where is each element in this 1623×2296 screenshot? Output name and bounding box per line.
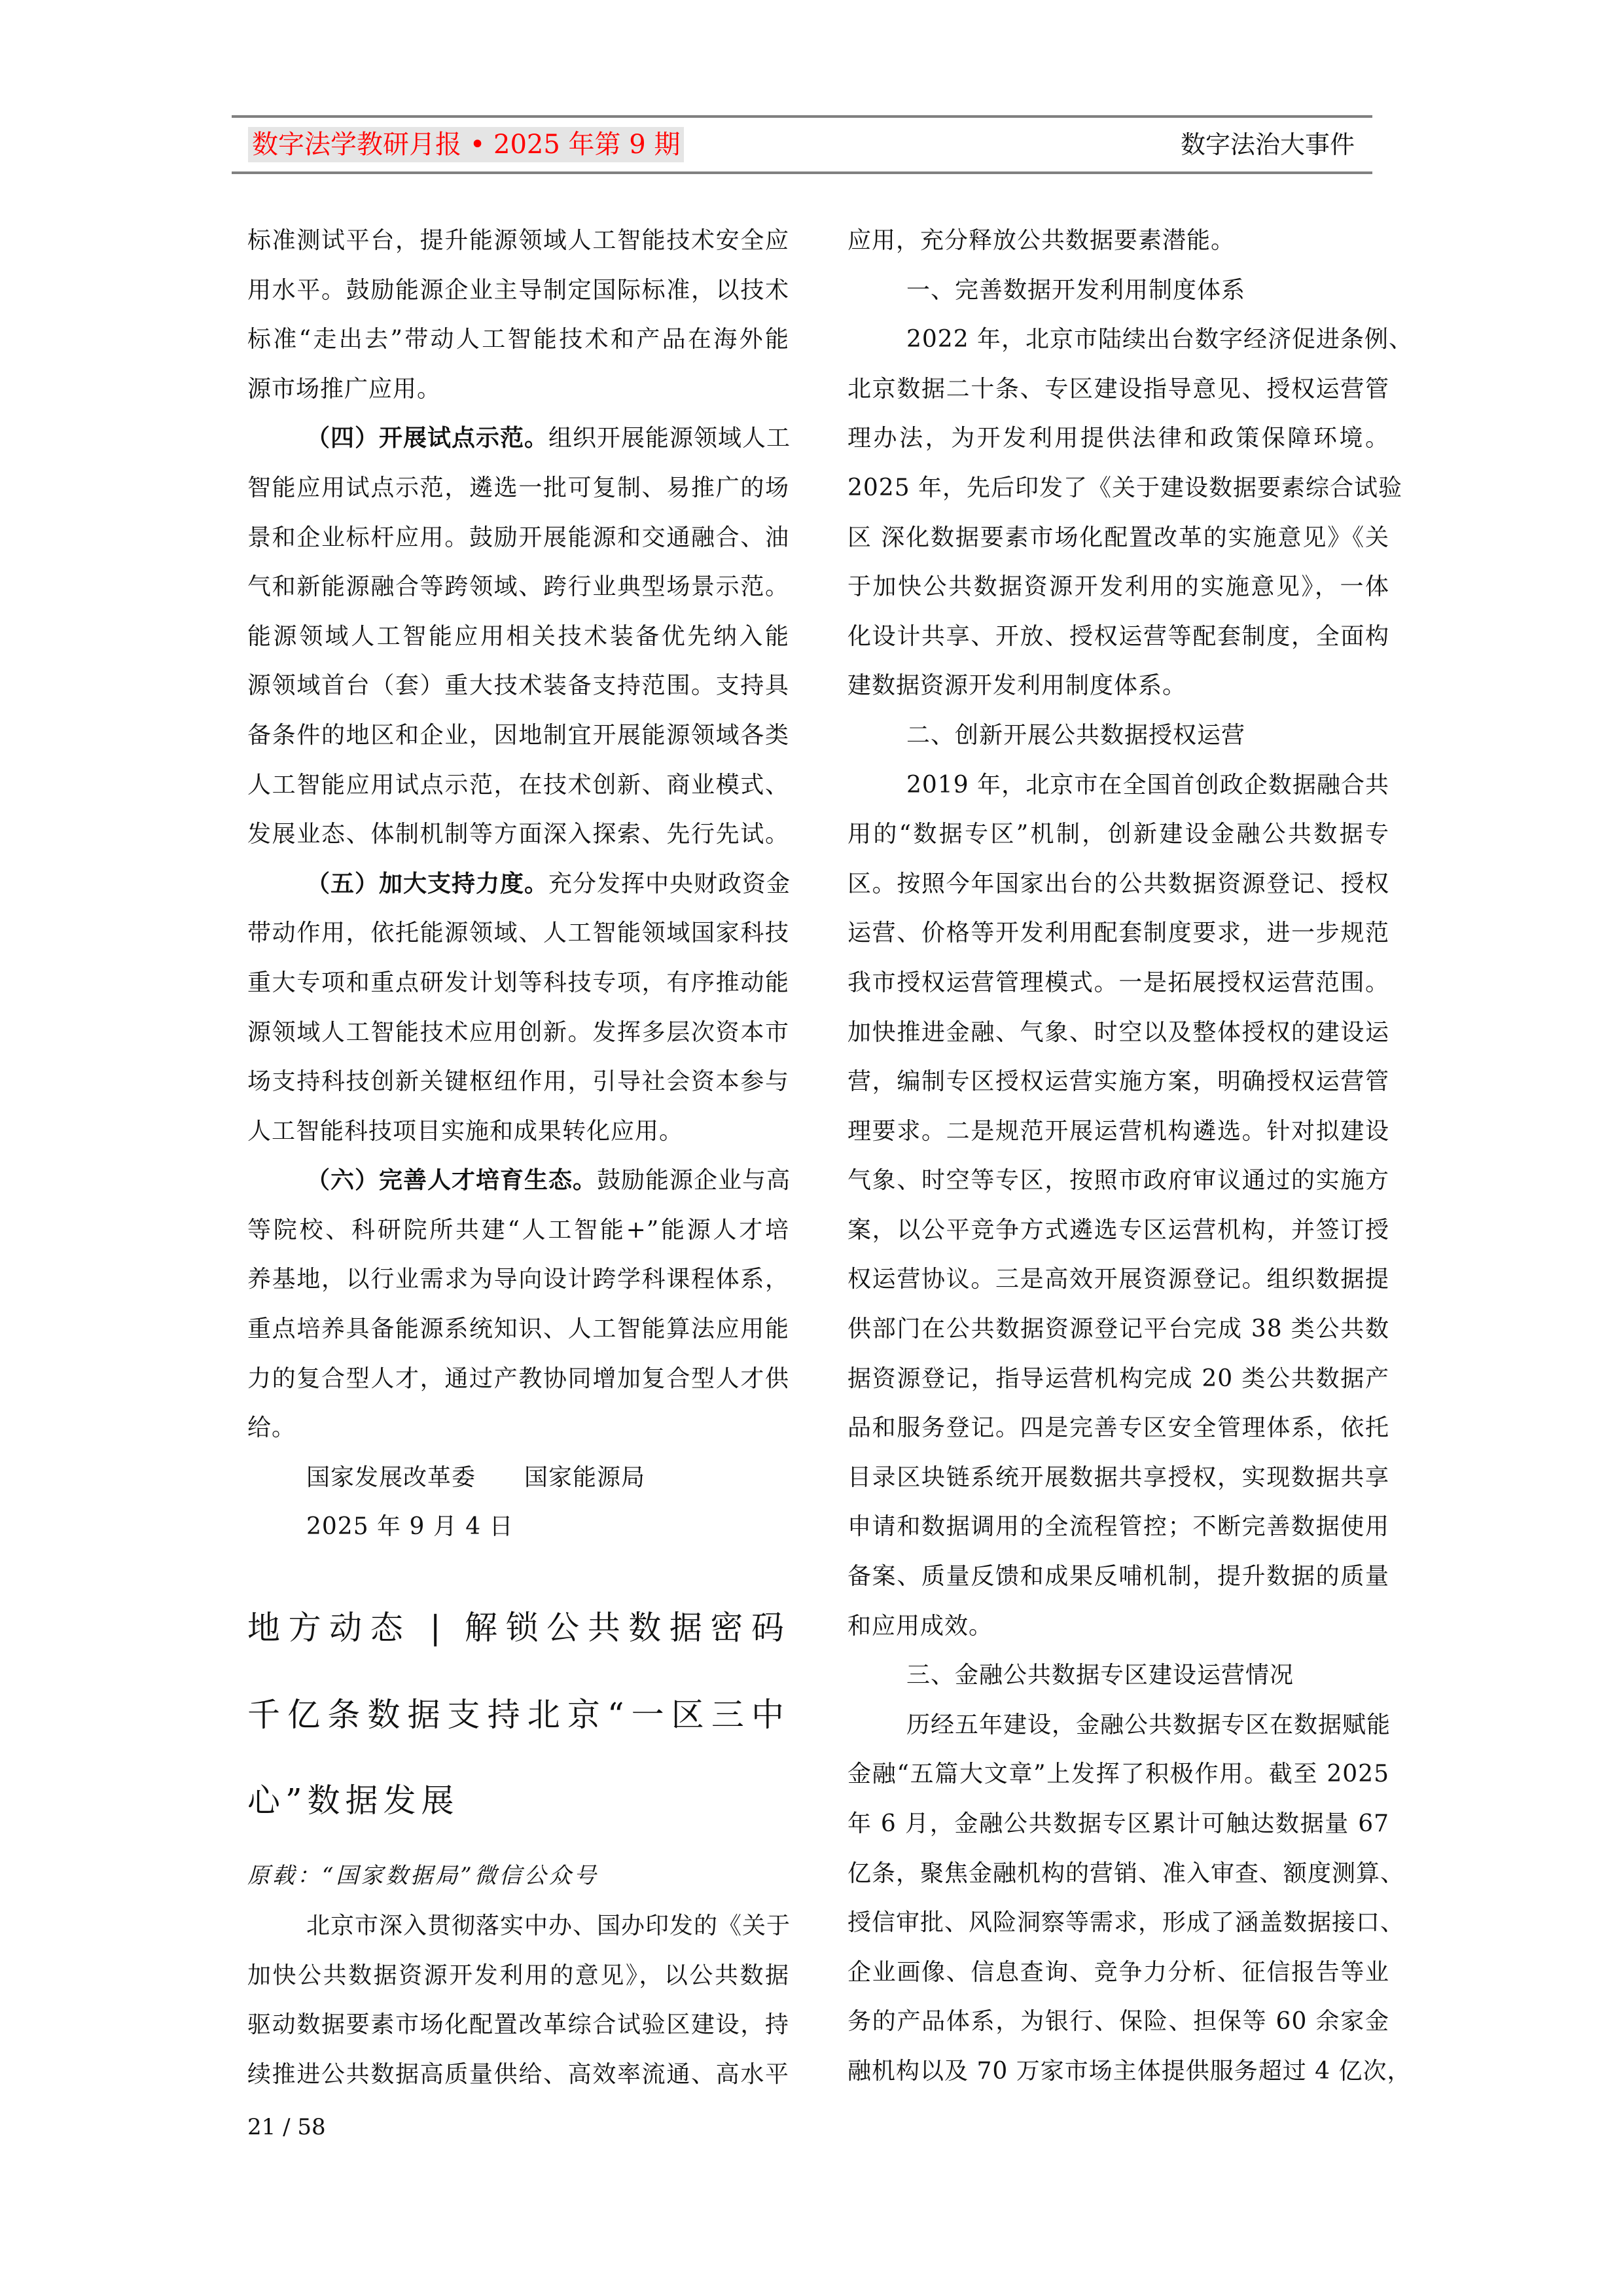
line-text: 标准测试平台，提升能源领域人工智能技术安全应: [247, 227, 789, 254]
line-text: 源市场推广应用。: [247, 375, 442, 403]
line-text: 化设计共享、开放、授权运营等配套制度，全面构: [847, 622, 1389, 650]
text-line: [247, 908, 789, 958]
journal-title: 数字法学教研月报 • 2025 年第 9 期: [248, 127, 684, 162]
text-line: [847, 1997, 1389, 2047]
text-line: [847, 908, 1389, 958]
line-text: 加快公共数据资源开发利用的意见》，以公共数据: [247, 1962, 789, 1989]
line-text: 气象、时空等专区，按照市政府审议通过的实施方: [847, 1167, 1389, 1194]
text-line: [247, 1354, 789, 1404]
text-line: [847, 1700, 1389, 1750]
line-text: 组织开展能源领域人工: [548, 425, 791, 452]
line-text: 据资源登记，指导运营机构完成 20 类公共数据产: [847, 1365, 1389, 1392]
line-text: 2025 年 9 月 4 日: [306, 1513, 514, 1541]
line-text: 发展业态、体制机制等方面深入探索、先行先试。: [247, 821, 789, 848]
line-text: 等院校、科研院所共建“人工智能+”能源人才培: [247, 1216, 789, 1244]
text-line: [847, 1799, 1389, 1849]
text-line: [247, 859, 789, 909]
line-text: 案，以公平竞争方式遴选专区运营机构，并签订授: [847, 1216, 1389, 1244]
header-top-rule: [232, 115, 1372, 118]
line-text: 源领域首台（套）重大技术装备支持范围。支持具: [247, 672, 789, 700]
line-text: 于加快公共数据资源开发利用的实施意见》，一体: [847, 573, 1389, 601]
text-line: [847, 1107, 1389, 1157]
line-text: 养基地，以行业需求为导向设计跨学科课程体系，: [247, 1266, 789, 1293]
line-text: 给。: [247, 1414, 296, 1442]
line-text: 北京市深入贯彻落实中办、国办印发的《关于: [306, 1912, 791, 1939]
text-line: [847, 1255, 1389, 1304]
text-line: [247, 1453, 789, 1503]
section-title: 数字法治大事件: [1180, 130, 1355, 159]
text-line: [247, 2000, 789, 2050]
line-text: 人工智能科技项目实施和成果转化应用。: [247, 1117, 684, 1145]
article-title-line: 心”数据发展: [247, 1782, 459, 1820]
line-text: 备案、质量反馈和成果反哺机制，提升数据的质量: [847, 1563, 1389, 1590]
text-line: [847, 1304, 1389, 1354]
line-text: 鼓励能源企业与高: [597, 1167, 791, 1194]
page-number: 21 / 58: [247, 2114, 326, 2140]
line-text: 人工智能应用试点示范，在技术创新、商业模式、: [247, 771, 789, 798]
line-text: 力的复合型人才，通过产教协同增加复合型人才供: [247, 1365, 789, 1392]
text-line: [247, 810, 789, 859]
bold-heading: （六）完善人才培育生态。: [306, 1166, 597, 1194]
text-line: [247, 2050, 789, 2100]
text-line: [847, 810, 1389, 859]
line-text: 北京数据二十条、专区建设指导意见、授权运营管: [847, 375, 1389, 403]
text-line: [247, 761, 789, 810]
line-text: 运营、价格等开发利用配套制度要求，进一步规范: [847, 920, 1389, 947]
line-text: 二、创新开展公共数据授权运营: [906, 721, 1246, 749]
line-text: 能源领域人工智能应用相关技术装备优先纳入能: [247, 622, 789, 650]
line-text: 和应用成效。: [847, 1612, 993, 1640]
line-text: 2025 年，先后印发了《关于建设数据要素综合试验: [847, 474, 1403, 501]
line-text: 备条件的地区和企业，因地制宜开展能源领域各类: [247, 721, 789, 749]
bold-heading: （四）开展试点示范。: [306, 424, 549, 452]
article-title-line: 千亿条数据支持北京“一区三中: [247, 1696, 789, 1734]
text-line: [247, 1304, 789, 1354]
line-text: 智能应用试点示范，遴选一批可复制、易推广的场: [247, 474, 789, 501]
text-line: [847, 414, 1389, 463]
line-text: 用的“数据专区”机制，创新建设金融公共数据专: [847, 821, 1389, 848]
line-text: 年 6 月，金融公共数据专区累计可触达数据量 67: [847, 1810, 1389, 1837]
line-text: 企业画像、信息查询、竞争力分析、征信报告等业: [847, 1958, 1389, 1986]
line-text: 务的产品体系，为银行、保险、担保等 60 余家金: [847, 2008, 1389, 2036]
text-line: [847, 315, 1414, 365]
left-column: [247, 216, 789, 1552]
line-text: 理要求。二是规范开展运营机构遴选。针对拟建设: [847, 1117, 1389, 1145]
header-bottom-rule: [232, 171, 1372, 174]
text-line: [847, 661, 1389, 711]
text-line: [247, 1156, 789, 1206]
text-line: [247, 711, 789, 761]
text-line: [247, 1255, 789, 1304]
text-line: [247, 1107, 789, 1157]
text-line: [247, 1901, 789, 1951]
article-body: [247, 1901, 789, 2099]
line-text: 目录区块链系统开展数据共享授权，实现数据共享: [847, 1463, 1389, 1491]
line-text: 气和新能源融合等跨领域、跨行业典型场景示范。: [247, 573, 789, 601]
text-line: [247, 1502, 789, 1552]
line-text: 充分发挥中央财政资金: [548, 870, 791, 897]
text-line: [247, 562, 789, 612]
text-line: [247, 1951, 789, 2001]
text-line: [247, 315, 789, 365]
text-line: [847, 958, 1389, 1008]
text-line: [847, 1948, 1389, 1998]
text-line: [247, 414, 789, 463]
article-source: 原载：“国家数据局”微信公众号: [247, 1863, 599, 1889]
text-line: [847, 1403, 1389, 1453]
bold-heading: （五）加大支持力度。: [306, 869, 549, 897]
text-line: [247, 1008, 789, 1058]
line-text: 源领域人工智能技术应用创新。发挥多层次资本市: [247, 1018, 789, 1046]
text-line: [847, 761, 1389, 810]
text-line: [847, 1849, 1405, 1899]
line-text: 应用，充分释放公共数据要素潜能。: [847, 227, 1236, 254]
line-text: 国家发展改革委 国家能源局: [306, 1463, 646, 1491]
line-text: 申请和数据调用的全流程管控；不断完善数据使用: [847, 1513, 1389, 1541]
text-line: [847, 1008, 1389, 1058]
text-line: [847, 1502, 1389, 1552]
text-line: [847, 1057, 1389, 1107]
text-line: [847, 1552, 1389, 1602]
text-line: [247, 1403, 789, 1453]
line-text: 区 深化数据要素市场化配置改革的实施意见》《关: [847, 524, 1389, 551]
text-line: [247, 661, 789, 711]
text-line: [847, 612, 1389, 662]
text-line: [847, 1651, 1389, 1700]
line-text: 带动作用，依托能源领域、人工智能领域国家科技: [247, 920, 789, 947]
text-line: [247, 463, 789, 513]
text-line: [847, 365, 1389, 414]
line-text: 历经五年建设，金融公共数据专区在数据赋能: [906, 1711, 1391, 1738]
line-text: 授信审批、风险洞察等需求，形成了涵盖数据接口、: [847, 1909, 1405, 1937]
right-column: [847, 216, 1414, 2096]
line-text: 我市授权运营管理模式。一是拓展授权运营范围。: [847, 969, 1389, 996]
line-text: 品和服务登记。四是完善专区安全管理体系，依托: [847, 1414, 1389, 1442]
line-text: 亿条，聚焦金融机构的营销、准入审查、额度测算、: [847, 1859, 1405, 1887]
line-text: 重点培养具备能源系统知识、人工智能算法应用能: [247, 1316, 789, 1343]
line-text: 营，编制专区授权运营实施方案，明确授权运营管: [847, 1068, 1389, 1096]
line-text: 区。按照今年国家出台的公共数据资源登记、授权: [847, 870, 1389, 897]
line-text: 续推进公共数据高质量供给、高效率流通、高水平: [247, 2060, 789, 2088]
text-line: [247, 1206, 789, 1255]
line-text: 景和企业标杆应用。鼓励开展能源和交通融合、油: [247, 524, 789, 551]
line-text: 理办法，为开发利用提供法律和政策保障环境。: [847, 425, 1389, 452]
text-line: [247, 266, 789, 315]
text-line: [247, 216, 789, 266]
text-line: [847, 562, 1389, 612]
text-line: [847, 859, 1389, 909]
text-line: [847, 513, 1389, 563]
line-text: 一、完善数据开发利用制度体系: [906, 276, 1246, 304]
text-line: [247, 612, 789, 662]
text-line: [847, 2047, 1412, 2096]
text-line: [847, 1354, 1389, 1404]
text-line: [847, 216, 1389, 266]
line-text: 融机构以及 70 万家市场主体提供服务超过 4 亿次，: [847, 2057, 1412, 2085]
article-title-line: 地方动态 | 解锁公共数据密码: [247, 1609, 789, 1647]
text-line: [247, 1057, 789, 1107]
text-line: [847, 1206, 1389, 1255]
line-text: 2022 年，北京市陆续出台数字经济促进条例、: [906, 326, 1414, 353]
text-line: [847, 1749, 1389, 1799]
text-line: [847, 463, 1403, 513]
text-line: [247, 958, 789, 1008]
line-text: 供部门在公共数据资源登记平台完成 38 类公共数: [847, 1316, 1389, 1343]
line-text: 用水平。鼓励能源企业主导制定国际标准，以技术: [247, 276, 789, 304]
line-text: 标准“走出去”带动人工智能技术和产品在海外能: [247, 326, 789, 353]
line-text: 金融“五篇大文章”上发挥了积极作用。截至 2025: [847, 1761, 1389, 1788]
line-text: 建数据资源开发利用制度体系。: [847, 672, 1187, 700]
text-line: [847, 1453, 1389, 1503]
text-line: [847, 1602, 1389, 1651]
line-text: 场支持科技创新关键枢纽作用，引导社会资本参与: [247, 1068, 789, 1096]
line-text: 三、金融公共数据专区建设运营情况: [906, 1662, 1294, 1689]
text-line: [247, 365, 789, 414]
line-text: 重大专项和重点研发计划等科技专项，有序推动能: [247, 969, 789, 996]
line-text: 2019 年，北京市在全国首创政企数据融合共: [906, 771, 1389, 798]
line-text: 驱动数据要素市场化配置改革综合试验区建设，持: [247, 2011, 789, 2039]
text-line: [847, 1156, 1389, 1206]
text-line: [847, 266, 1389, 315]
text-line: [847, 711, 1389, 761]
line-text: 权运营协议。三是高效开展资源登记。组织数据提: [847, 1266, 1389, 1293]
text-line: [247, 513, 789, 563]
text-line: [847, 1898, 1405, 1948]
line-text: 加快推进金融、气象、时空以及整体授权的建设运: [847, 1018, 1389, 1046]
